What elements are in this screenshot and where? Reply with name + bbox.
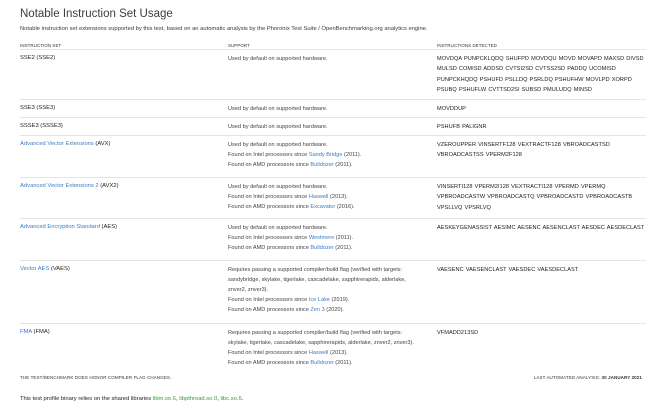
shared-libraries-suffix: .	[241, 396, 244, 402]
instruction-set-name	[20, 122, 228, 135]
library-link-libm[interactable]: libm.so.6	[152, 396, 176, 402]
intel-support-prefix: Found on Intel processors since	[228, 235, 309, 241]
support-text: znver2, znver3).	[228, 287, 269, 293]
amd-support-line	[228, 358, 437, 368]
table-row-sse3	[20, 100, 646, 118]
intel-support-prefix: Found on Intel processors since	[228, 350, 309, 356]
support-cell	[228, 328, 437, 376]
table-row-fma	[20, 324, 646, 376]
table-row-aes	[20, 219, 646, 261]
amd-architecture-link[interactable]: Bulldozer	[310, 245, 334, 251]
amd-support-year: (2011).	[333, 162, 353, 168]
intel-support-line	[228, 150, 437, 160]
table-row-vaes	[20, 261, 646, 324]
intel-support-year: (2013).	[328, 194, 348, 200]
amd-support-year: (2011).	[333, 360, 353, 366]
instruction-set-name	[20, 265, 228, 323]
instruction-set-name	[20, 223, 228, 260]
table-row-ssse3	[20, 118, 646, 136]
instruction-set-name	[20, 182, 228, 218]
instruction-set-label: (FMA)	[31, 329, 50, 335]
table-row-avx	[20, 136, 646, 178]
instructions-detected: MOVDQA PUNPCKLQDQ SHUFPD MOVDQU MOVD MOVAPD MAXSD DIVSD MULSD COMISD ADDSD CVTSI2SD CVTSS2SD PADDQ UCOMISD PUNPCKHQDQ PSHUFD PSLLDQ PSRLDQ PSHUFHW MOVLPD XORPD PSUBQ PSHUFLW CVTTSD2SI SUBSD PMULUDQ MINSD	[437, 56, 644, 93]
instruction-set-label: (AVX2)	[98, 183, 119, 189]
library-separator: ,	[217, 396, 221, 402]
intel-architecture-link[interactable]: Westmere	[308, 235, 335, 241]
instruction-set-link[interactable]: Advanced Vector Extensions 2	[20, 183, 99, 189]
last-analysis-date: 30 JANUARY 2021	[601, 375, 642, 380]
amd-support-line	[228, 305, 437, 315]
intel-architecture-link[interactable]: Haswell	[308, 350, 329, 356]
shared-libraries-prefix: This test profile binary relies on the shared libraries	[20, 396, 153, 402]
amd-support-line	[228, 160, 437, 170]
last-analysis-label: LAST AUTOMATED ANALYSIS:	[533, 375, 602, 380]
amd-support-line	[228, 202, 437, 212]
header-support: SUPPORT	[228, 42, 250, 48]
header-instructions-detected: INSTRUCTIONS DETECTED	[437, 42, 497, 48]
intel-support-year: (2019).	[330, 297, 350, 303]
amd-support-prefix: Found on AMD processors since	[228, 162, 311, 168]
intel-support-year: (2013).	[328, 350, 348, 356]
instruction-set-label: (AES)	[99, 224, 117, 230]
header-instruction-set: INSTRUCTION SET	[20, 42, 62, 48]
instruction-set-link[interactable]: Advanced Vector Extensions	[20, 141, 94, 147]
amd-support-year: (2020).	[324, 307, 344, 313]
intel-support-year: (2011).	[334, 235, 354, 241]
table-header	[20, 41, 646, 50]
instructions-detected: VINSERTI128 VPERM2I128 VEXTRACTI128 VPERMD VPERMQ VPBROADCASTW VPBROADCASTQ VPBROADCASTD VPBROADCASTB VPSLLVQ VPSRLVQ	[437, 184, 633, 211]
compiler-flag-note: THE TEST/BENCHMARK DOES HONOR COMPILER FLAG CHANGES.	[20, 375, 172, 380]
amd-architecture-link[interactable]: Bulldozer	[310, 162, 334, 168]
instruction-set-link[interactable]: Vector AES	[20, 266, 50, 272]
intel-support-year: (2011).	[342, 152, 362, 158]
support-cell	[228, 54, 437, 99]
instructions-detected: AESKEYGENASSIST AESIMC AESENC AESENCLAST AESDEC AESDECLAST	[437, 225, 645, 231]
amd-support-prefix: Found on AMD processors since	[228, 307, 311, 313]
support-text: Used by default on supported hardware.	[228, 142, 328, 148]
support-cell	[228, 104, 437, 117]
instruction-set-name	[20, 54, 228, 99]
shared-libraries-note	[20, 396, 243, 402]
last-analysis	[534, 375, 642, 380]
intel-support-prefix: Found on Intel processors since	[228, 194, 309, 200]
support-text: Used by default on supported hardware.	[228, 106, 328, 112]
support-cell	[228, 223, 437, 260]
instruction-set-label: SSE3 (SSE3)	[20, 105, 56, 111]
intel-architecture-link[interactable]: Sandy Bridge	[308, 152, 343, 158]
support-text: Used by default on supported hardware.	[228, 56, 328, 62]
instructions-detected: PSHUFB PALIGNR	[437, 124, 487, 130]
support-text: Used by default on supported hardware.	[228, 225, 328, 231]
support-cell	[228, 122, 437, 135]
instruction-set-link[interactable]: FMA	[20, 329, 32, 335]
page-subtitle: Notable instruction set extensions supported by this test, based on an automatic analysis by the Phoronix Test Suite / OpenBenchmarking.org analytics engine.	[20, 26, 428, 32]
intel-support-prefix: Found on Intel processors since	[228, 297, 309, 303]
instruction-set-label: (VAES)	[49, 266, 70, 272]
amd-support-prefix: Found on AMD processors since	[228, 245, 311, 251]
support-text: skylake, tigerlake, cascadelake, sapphirerapids, alderlake, znver2, znver3).	[228, 340, 414, 346]
library-separator: ,	[175, 396, 180, 402]
support-text: Requires passing a supported compiler/build flag (verified with targets:	[228, 330, 403, 336]
amd-support-prefix: Found on AMD processors since	[228, 204, 311, 210]
analysis-footer	[20, 375, 642, 380]
amd-support-year: (2011).	[333, 245, 353, 251]
intel-support-prefix: Found on Intel processors since	[228, 152, 309, 158]
instructions-detected: MOVDDUP	[437, 106, 466, 112]
amd-architecture-link[interactable]: Zen 3	[310, 307, 325, 313]
instructions-detected: VAESENC VAESENCLAST VAESDEC VAESDECLAST	[437, 267, 579, 273]
instruction-set-table	[20, 41, 646, 376]
support-text: Requires passing a supported compiler/build flag (verified with targets:	[228, 267, 403, 273]
instructions-detected: VZEROUPPER VINSERTF128 VEXTRACTF128 VBROADCASTSD VBROADCASTSS VPERM2F128	[437, 142, 610, 159]
amd-support-line	[228, 243, 437, 253]
support-cell	[228, 265, 437, 323]
instruction-set-name	[20, 104, 228, 117]
library-link-libpthread[interactable]: libpthread.so.0	[179, 396, 218, 402]
instruction-set-name	[20, 140, 228, 177]
table-row-avx2	[20, 178, 646, 219]
support-text: Used by default on supported hardware.	[228, 184, 328, 190]
support-cell	[228, 182, 437, 218]
intel-architecture-link[interactable]: Haswell	[308, 194, 329, 200]
intel-architecture-link[interactable]: Ice Lake	[308, 297, 330, 303]
instruction-set-label: SSSE3 (SSSE3)	[20, 123, 63, 129]
support-cell	[228, 140, 437, 177]
table-row-sse2	[20, 50, 646, 100]
amd-support-prefix: Found on AMD processors since	[228, 360, 311, 366]
intel-support-line	[228, 233, 437, 243]
instructions-detected: VFMADD213SD	[437, 330, 479, 336]
instruction-set-name	[20, 328, 228, 376]
intel-support-line	[228, 295, 437, 305]
instruction-set-label: SSE2 (SSE2)	[20, 55, 56, 61]
intel-support-line	[228, 348, 437, 358]
intel-support-line	[228, 192, 437, 202]
instruction-set-link[interactable]: Advanced Encryption Standard	[20, 224, 100, 230]
amd-architecture-link[interactable]: Excavator	[310, 204, 336, 210]
instruction-set-label: (AVX)	[93, 141, 111, 147]
support-text: Used by default on supported hardware.	[228, 124, 328, 130]
amd-architecture-link[interactable]: Bulldozer	[310, 360, 334, 366]
amd-support-year: (2016).	[335, 204, 355, 210]
library-link-libc[interactable]: libc.so.6	[220, 396, 242, 402]
support-text: sandybridge, skylake, tigerlake, cascadelake, sapphirerapids, alderlake,	[228, 277, 406, 283]
page-title: Notable Instruction Set Usage	[20, 8, 173, 20]
